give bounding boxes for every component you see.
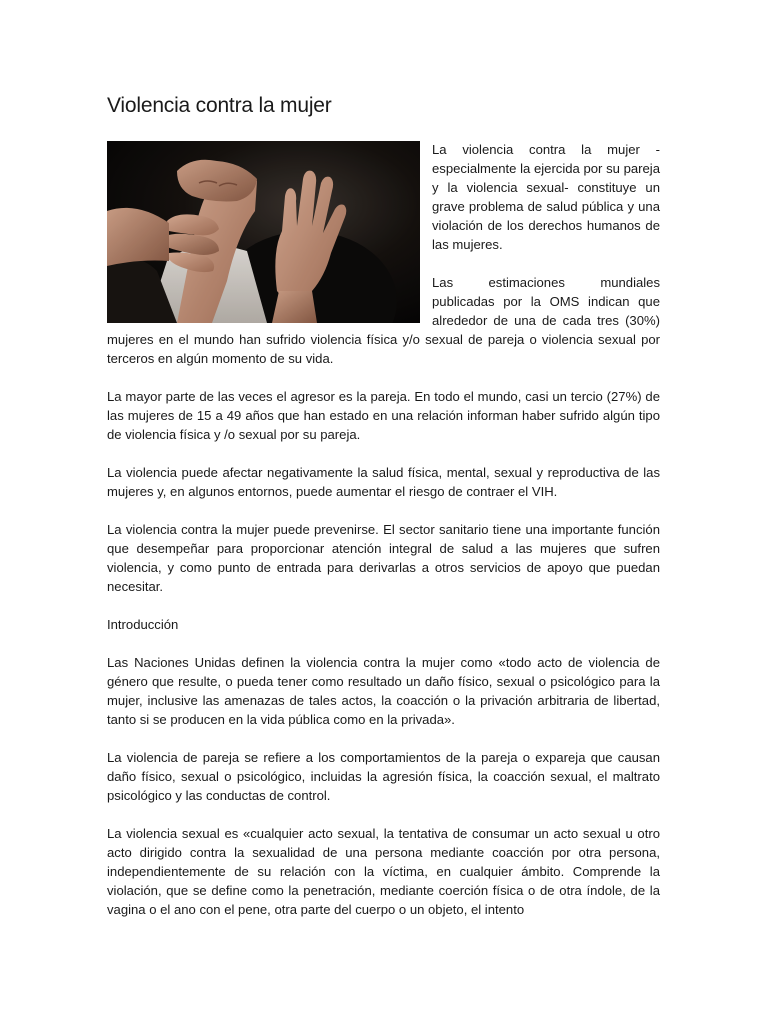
paragraph-prevention: La violencia contra la mujer puede prevenirse. El sector sanitario tiene una importante función que desempeñar para proporcionar atención integral de salud a las mujeres que sufren violencia, y como punto de entrada para derivarlas a otros servicios de apoyo que puedan necesitar.: [107, 522, 660, 594]
paragraph-partner-violence: La violencia de pareja se refiere a los comportamientos de la pareja o expareja que causan daño físico, sexual o psicológico, incluidas la agresión física, la coacción sexual, el maltrato psicológico y las conductas de control.: [107, 750, 660, 803]
paragraph-estimates: Las estimaciones mundiales publicadas por la OMS indican que alrededor de una de cada tres (30%) mujeres en el mundo han sufrido violencia física y/o sexual de pareja o violencia sexual por terceros en algún momento de su vida.: [107, 275, 660, 366]
violence-photo: [107, 141, 420, 323]
document-page: [107, 92, 660, 938]
paragraph-aggressor: La mayor parte de las veces el agresor es la pareja. En todo el mundo, casi un tercio (27%) de las mujeres de 15 a 49 años que han estado en una relación informan haber sufrido algún tipo de violencia física y /o sexual por su pareja.: [107, 389, 660, 442]
document-title: Violencia contra la mujer: [107, 94, 332, 117]
violence-photo-illustration: [107, 141, 420, 323]
paragraph-intro: La violencia contra la mujer -especialmente la ejercida por su pareja y la violencia sexual- constituye un grave problema de salud pública y una violación de los derechos humanos de las mujeres.: [432, 142, 660, 252]
paragraph-health-effects: La violencia puede afectar negativamente la salud física, mental, sexual y reproductiva de las mujeres y, en algunos entornos, puede aumentar el riesgo de contraer el VIH.: [107, 465, 660, 499]
paragraph-un-definition: Las Naciones Unidas definen la violencia contra la mujer como «todo acto de violencia de género que resulte, o pueda tener como resultado un daño físico, sexual o psicológico para la mujer, inclusive las amenazas de tales actos, la coacción o la privación arbitraria de libertad, tanto si se producen en la vida pública como en la privada».: [107, 655, 660, 727]
paragraph-sexual-violence: La violencia sexual es «cualquier acto sexual, la tentativa de consumar un acto sexual u otro acto dirigido contra la sexualidad de una persona mediante coacción por otra persona, independientemente de su relación con la víctima, en cualquier ámbito. Comprende la violación, que se define como la penetración, mediante coerción física o de otra índole, de la vagina o el ano con el pene, otra parte del cuerpo o un objeto, el intento: [107, 826, 660, 917]
section-heading-introduccion: Introducción: [107, 617, 179, 632]
